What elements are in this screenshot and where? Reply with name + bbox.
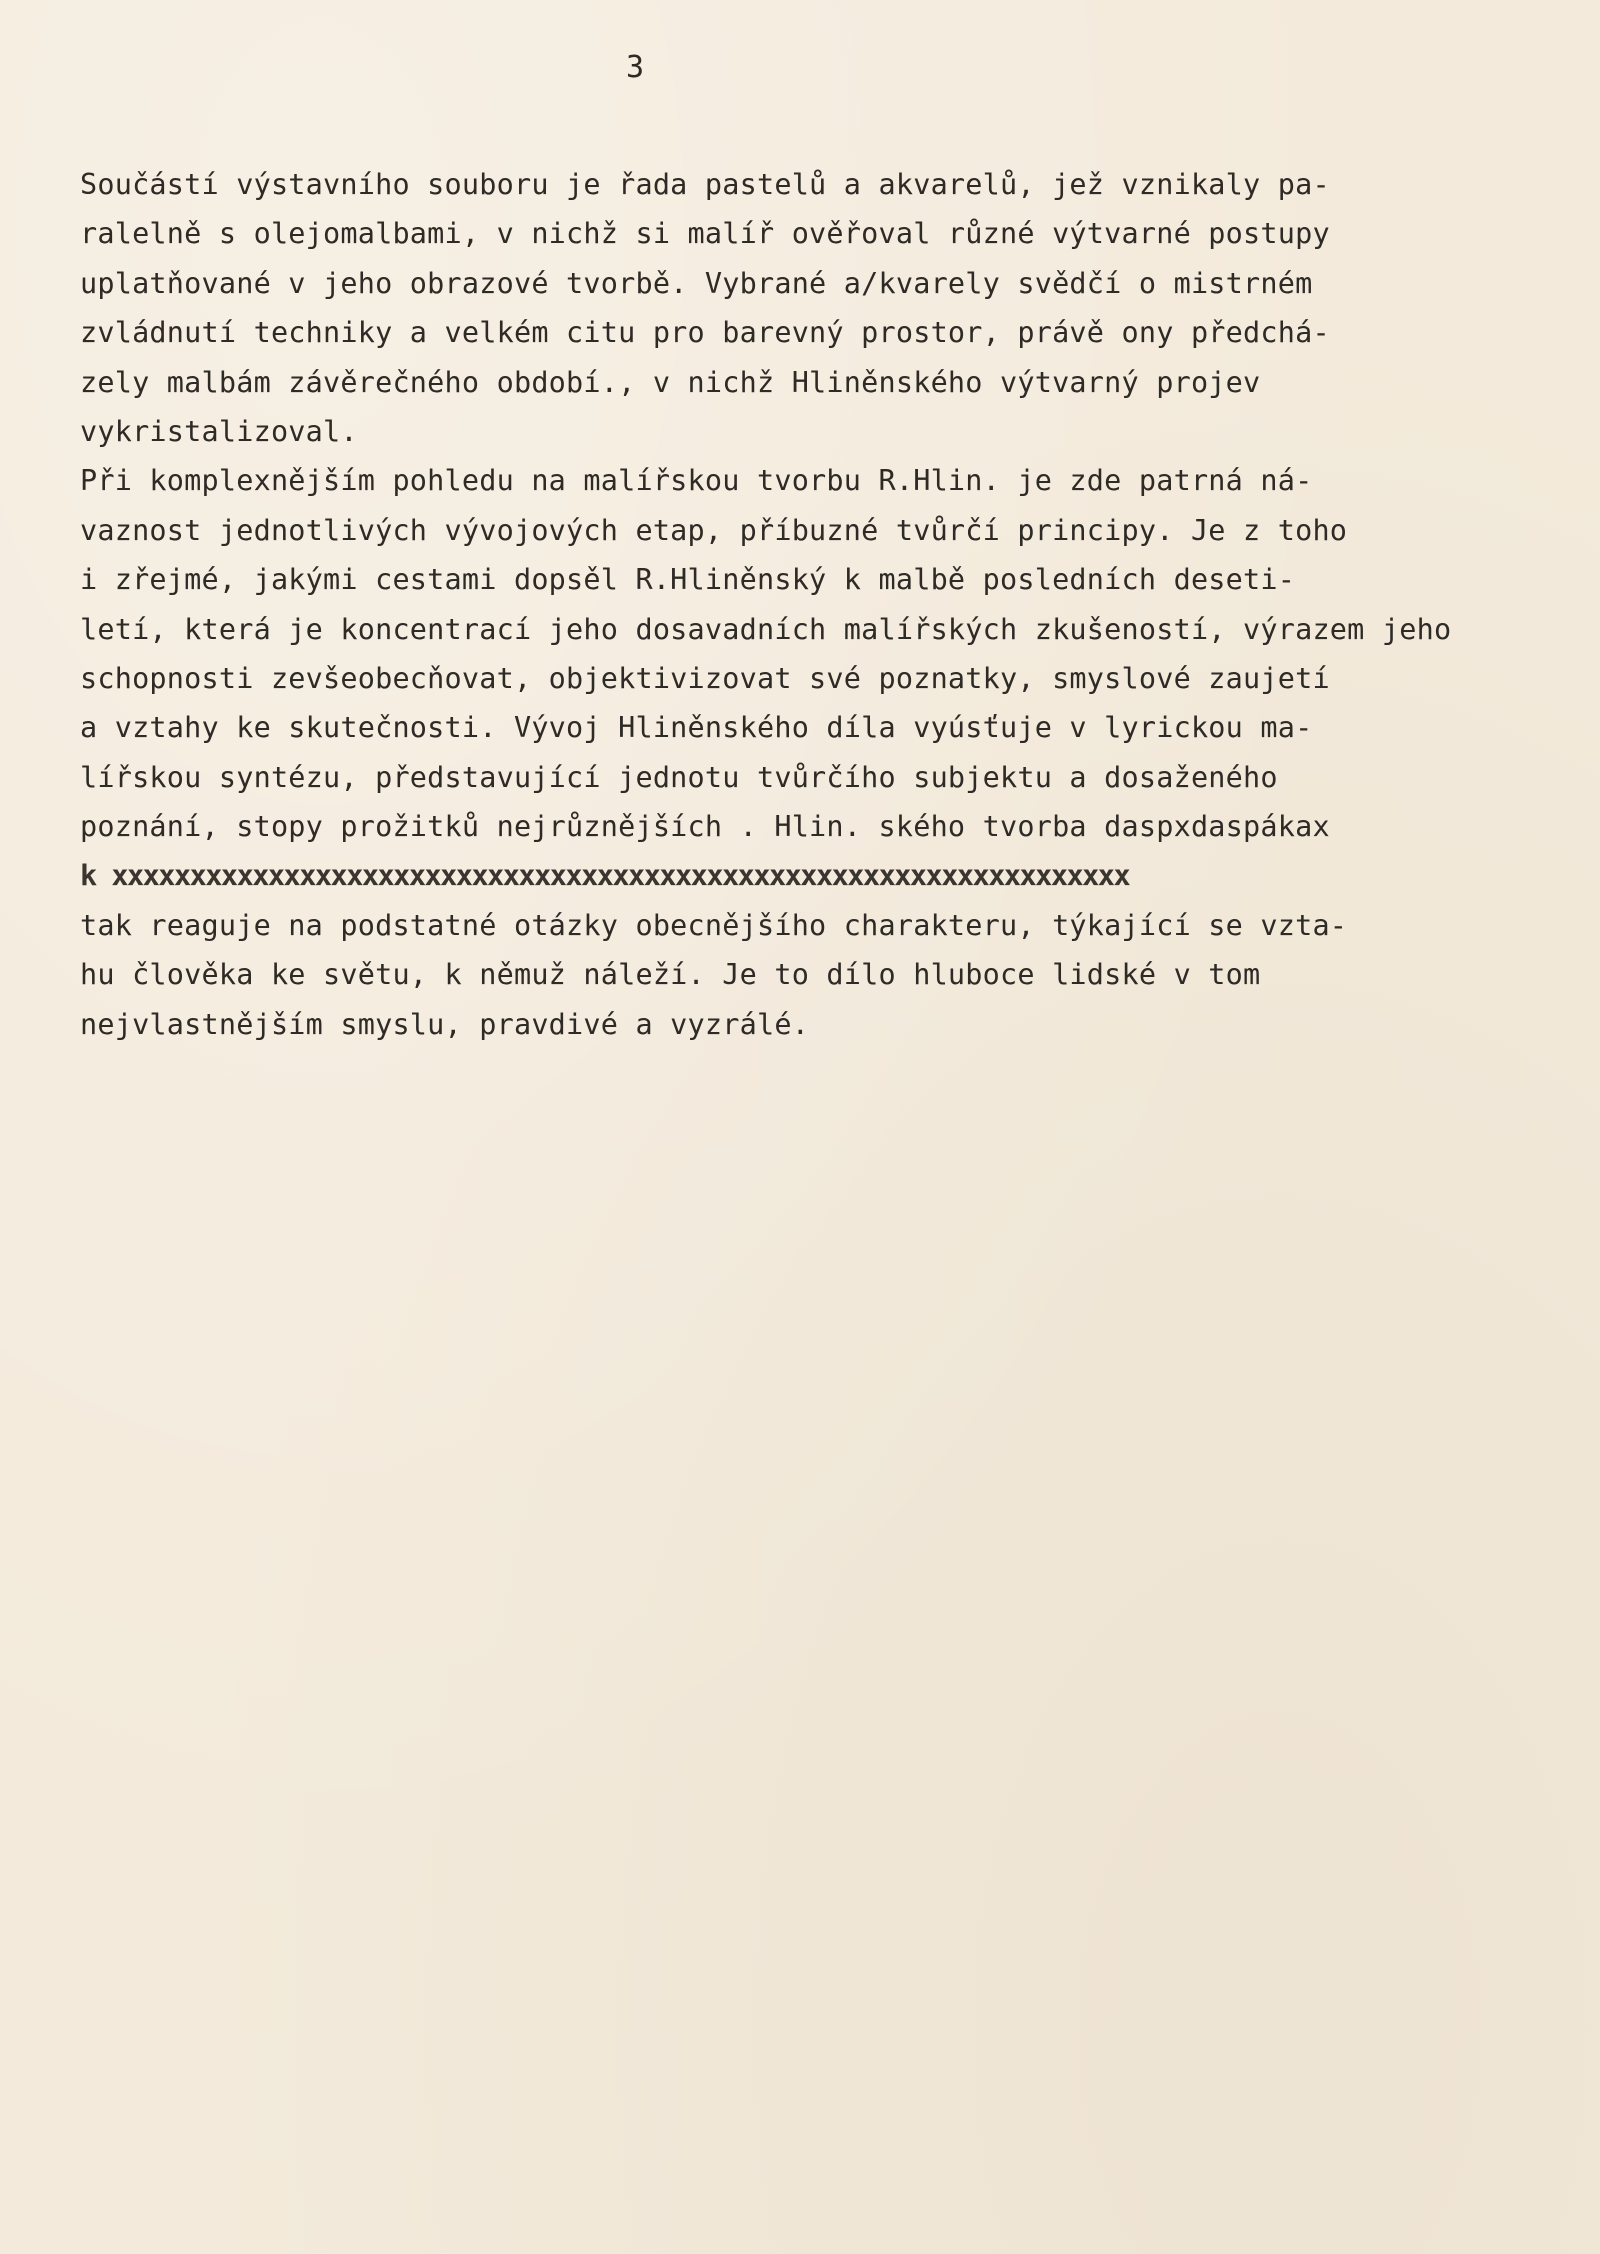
- page-number: 3: [626, 50, 645, 85]
- text-line-15-struck-out: k xxxxxxxxxxxxxxxxxxxxxxxxxxxxxxxxxxxxxxxxxxxxxxxxxxxxxxxxxxxxxxxxx: [80, 859, 1130, 893]
- text-line-5: zely malbám závěrečného období., v nichž Hliněnského výtvarný projev: [80, 365, 1261, 399]
- text-line-16: tak reaguje na podstatné otázky obecnějšího charakteru, týkající se vzta-: [80, 908, 1348, 942]
- text-line-14: poznání, stopy prožitků nejrůznějších . Hlin. ského tvorba daspxdaspákax: [80, 810, 1330, 844]
- text-line-6: vykristalizoval.: [80, 414, 358, 448]
- text-line-7: Při komplexnějším pohledu na malířskou tvorbu R.Hlin. je zde patrná ná-: [80, 464, 1313, 498]
- text-line-3: uplatňované v jeho obrazové tvorbě. Vybrané a/kvarely svědčí o mistrném: [80, 266, 1313, 300]
- text-line-2: ralelně s olejomalbami, v nichž si malíř ověřoval různé výtvarné postupy: [80, 217, 1330, 251]
- text-line-18: nejvlastnějším smyslu, pravdivé a vyzrálé.: [80, 1007, 810, 1041]
- text-line-10: letí, která je koncentrací jeho dosavadních malířských zkušeností, výrazem jeho: [80, 612, 1452, 646]
- text-line-1: Součástí výstavního souboru je řada pastelů a akvarelů, jež vznikaly pa-: [80, 168, 1330, 201]
- text-line-13: lířskou syntézu, představující jednotu tvůrčího subjektu a dosaženého: [80, 760, 1278, 794]
- text-line-17: hu člověka ke světu, k němuž náleží. Je to dílo hluboce lidské v tom: [80, 958, 1261, 992]
- typewritten-text-body: [80, 160, 1560, 1049]
- text-line-12: a vztahy ke skutečnosti. Vývoj Hliněnského díla vyúsťuje v lyrickou ma-: [80, 711, 1313, 745]
- text-line-11: schopnosti zevšeobecňovat, objektivizovat své poznatky, smyslové zaujetí: [80, 661, 1330, 695]
- text-line-9: i zřejmé, jakými cestami dopsěl R.Hliněnský k malbě posledních deseti-: [80, 563, 1296, 597]
- text-line-4: zvládnutí techniky a velkém citu pro barevný prostor, právě ony předchá-: [80, 316, 1330, 350]
- text-line-8: vaznost jednotlivých vývojových etap, příbuzné tvůrčí principy. Je z toho: [80, 513, 1348, 547]
